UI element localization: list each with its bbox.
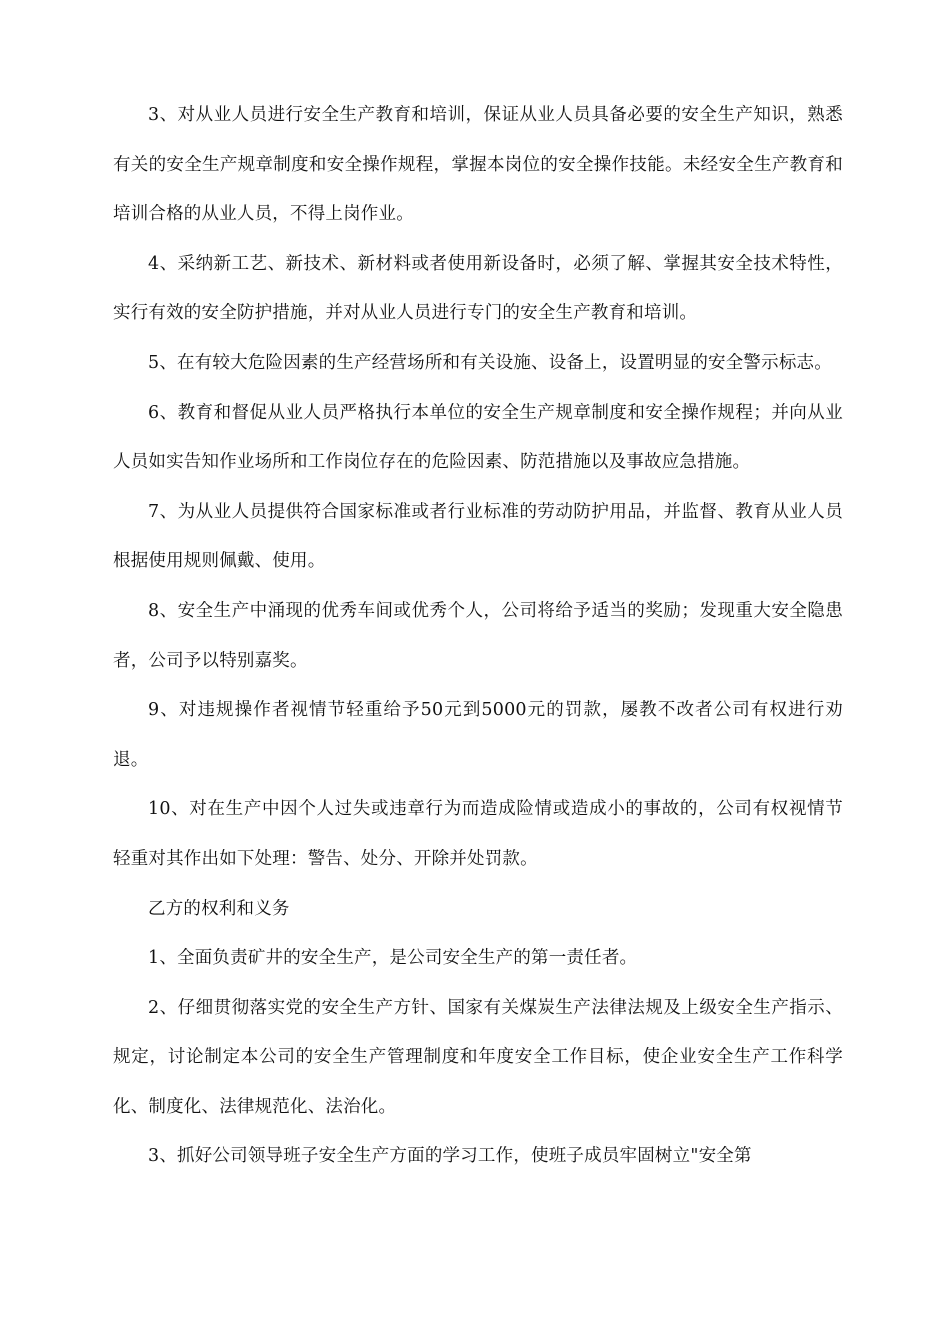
paragraph-b-item-1-responsibility: 1、全面负责矿井的安全生产，是公司安全生产的第一责任者。 <box>148 948 638 969</box>
paragraph-item-5-warning-signs: 5、在有较大危险因素的生产经营场所和有关设施、设备上，设置明显的安全警示标志。 <box>148 352 832 373</box>
paragraph-item-6-supervision: 6、教育和督促从业人员严格执行本单位的安全生产规章制度和安全操作规程；并向从业人员如实告知作业场所和工作岗位存在的危险因素、防范措施以及事故应急措施。 <box>113 402 843 473</box>
paragraph-item-7-protective-gear: 7、为从业人员提供符合国家标准或者行业标准的劳动防护用品，并监督、教育从业人员根据使用规则佩戴、使用。 <box>113 501 843 572</box>
paragraph-item-8-rewards: 8、安全生产中涌现的优秀车间或优秀个人，公司将给予适当的奖励；发现重大安全隐患者，公司予以特别嘉奖。 <box>113 600 843 671</box>
paragraph-b-item-3-leadership: 3、抓好公司领导班子安全生产方面的学习工作，使班子成员牢固树立"安全第 <box>148 1146 752 1167</box>
paragraph-item-10-violations: 10、对在生产中因个人过失或违章行为而造成险情或造成小的事故的，公司有权视情节轻重对其作出如下处理：警告、处分、开除并处罚款。 <box>113 799 843 869</box>
paragraph-b-item-2-implementation: 2、仔细贯彻落实党的安全生产方针、国家有关煤炭生产法律法规及上级安全生产指示、规定，讨论制定本公司的安全生产管理制度和年度安全工作目标，使企业安全生产工作科学化、制度化、法律规范化、法治化。 <box>113 997 843 1117</box>
paragraph-item-9-penalties: 9、对违规操作者视情节轻重给予50元到5000元的罚款，屡教不改者公司有权进行劝退。 <box>113 700 843 770</box>
paragraph-item-3-training: 3、对从业人员进行安全生产教育和培训，保证从业人员具备必要的安全生产知识，熟悉有关的安全生产规章制度和安全操作规程，掌握本岗位的安全操作技能。未经安全生产教育和培训合格的从业人员，不得上岗作业。 <box>113 105 843 225</box>
section-heading-party-b: 乙方的权利和义务 <box>148 898 290 919</box>
document-body <box>113 91 843 1182</box>
paragraph-item-4-new-tech: 4、采纳新工艺、新技术、新材料或者使用新设备时，必须了解、掌握其安全技术特性，实行有效的安全防护措施，并对从业人员进行专门的安全生产教育和培训。 <box>113 253 843 324</box>
